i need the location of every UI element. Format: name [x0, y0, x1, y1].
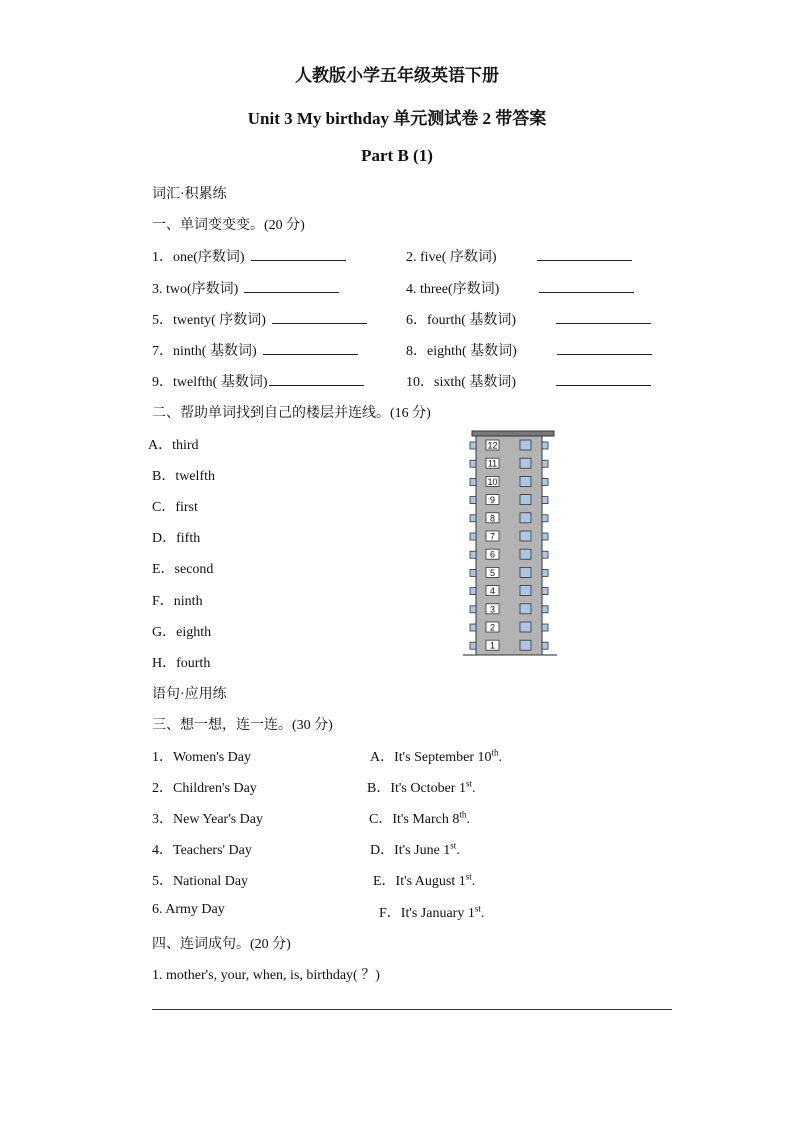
balcony-right [542, 515, 548, 522]
floor-number-label: 8 [489, 513, 496, 524]
question-4-heading: 四、连词成句。(20 分) [152, 937, 291, 952]
q3-holiday-2[interactable]: 2．Children's Day [152, 781, 257, 796]
q1-item-2: 2. five( 序数词) [406, 246, 632, 266]
balcony-left [470, 624, 476, 631]
balcony-right [542, 606, 548, 613]
balcony-left [470, 460, 476, 467]
balcony-right [542, 497, 548, 504]
window [520, 622, 531, 632]
balcony-left [470, 497, 476, 504]
q2-word-c[interactable]: C．first [152, 500, 198, 515]
answer-blank[interactable] [269, 373, 364, 386]
q2-word-g[interactable]: G．eighth [152, 625, 212, 640]
answer-blank[interactable] [272, 311, 367, 324]
q1-item-7: 7．ninth( 基数词) [152, 340, 358, 360]
q3-date-a[interactable]: A．It's September 10th. [370, 747, 503, 765]
q3-date-d[interactable]: D．It's June 1st. [370, 840, 460, 858]
floor-number-label: 2 [489, 622, 496, 633]
section-label-vocabulary: 词汇·积累练 [152, 187, 227, 202]
q3-date-e[interactable]: E．It's August 1st. [373, 871, 476, 889]
window [520, 476, 531, 486]
q1-item-8: 8．eighth( 基数词) [406, 340, 652, 360]
balcony-left [470, 515, 476, 522]
q3-date-c[interactable]: C．It's March 8th. [369, 809, 470, 827]
answer-blank[interactable] [556, 373, 651, 386]
balcony-left [470, 442, 476, 449]
balcony-left [470, 478, 476, 485]
window [520, 604, 531, 614]
doc-part-title: Part B (1) [361, 146, 433, 165]
window [520, 586, 531, 596]
answer-blank[interactable] [251, 248, 346, 261]
answer-blank[interactable] [537, 248, 632, 261]
floor-number-label: 10 [487, 476, 498, 487]
q1-item-9: 9．twelfth( 基数词) [152, 371, 364, 391]
floor-number-label: 3 [489, 604, 496, 615]
answer-blank[interactable] [539, 280, 634, 293]
q2-word-h[interactable]: H．fourth [152, 656, 211, 671]
balcony-right [542, 478, 548, 485]
q2-word-f[interactable]: F．ninth [152, 594, 203, 609]
q3-date-b[interactable]: B．It's October 1st. [367, 778, 476, 796]
floor-number-label: 4 [489, 586, 496, 597]
answer-blank[interactable] [244, 280, 339, 293]
balcony-left [470, 551, 476, 558]
q3-date-f[interactable]: F．It's January 1st. [379, 903, 485, 921]
answer-blank[interactable] [556, 311, 651, 324]
window [520, 531, 531, 541]
balcony-right [542, 624, 548, 631]
building-illustration [460, 428, 560, 660]
balcony-left [470, 569, 476, 576]
balcony-right [542, 569, 548, 576]
q2-word-e[interactable]: E．second [152, 562, 214, 577]
q1-item-6: 6．fourth( 基数词) [406, 309, 651, 329]
doc-subtitle: Unit 3 My birthday 单元测试卷 2 带答案 [247, 109, 547, 128]
q3-holiday-1[interactable]: 1．Women's Day [152, 750, 251, 765]
window [520, 567, 531, 577]
balcony-right [542, 551, 548, 558]
balcony-right [542, 642, 548, 649]
q1-item-3: 3. two(序数词) [152, 278, 339, 298]
building-roof [472, 431, 554, 436]
question-2-heading: 二、帮助单词找到自己的楼层并连线。(16 分) [152, 406, 431, 421]
question-1-heading: 一、单词变变变。(20 分) [152, 218, 305, 233]
floor-number-label: 6 [489, 549, 496, 560]
balcony-left [470, 588, 476, 595]
answer-blank[interactable] [557, 342, 652, 355]
answer-line[interactable] [152, 1009, 672, 1010]
balcony-right [542, 588, 548, 595]
window [520, 495, 531, 505]
q3-holiday-6[interactable]: 6. Army Day [152, 902, 225, 917]
window [520, 549, 531, 559]
answer-blank[interactable] [263, 342, 358, 355]
q2-word-d[interactable]: D．fifth [152, 531, 201, 546]
floor-number-label: 12 [487, 440, 498, 451]
floor-number-label: 5 [489, 567, 496, 578]
balcony-right [542, 442, 548, 449]
floor-number-label: 1 [489, 640, 496, 651]
window [520, 640, 531, 650]
q3-holiday-3[interactable]: 3．New Year's Day [152, 812, 264, 827]
q2-word-b[interactable]: B．twelfth [152, 469, 215, 484]
doc-title: 人教版小学五年级英语下册 [295, 66, 499, 85]
balcony-left [470, 533, 476, 540]
q2-word-a[interactable]: A．third [148, 438, 199, 453]
building-group [463, 431, 557, 655]
window [520, 458, 531, 468]
q1-item-10: 10．sixth( 基数词) [406, 371, 651, 391]
balcony-left [470, 642, 476, 649]
window [520, 440, 531, 450]
floor-number-label: 7 [489, 531, 496, 542]
window [520, 513, 531, 523]
q1-item-5: 5．twenty( 序数词) [152, 309, 367, 329]
q3-holiday-5[interactable]: 5．National Day [152, 874, 249, 889]
section-label-sentences: 语句·应用练 [152, 687, 227, 702]
floor-number-label: 11 [487, 458, 498, 469]
q1-item-1: 1．one(序数词) [152, 246, 346, 266]
balcony-right [542, 533, 548, 540]
q4-item-1: 1. mother's, your, when, is, birthday( ？) [152, 968, 380, 983]
q3-holiday-4[interactable]: 4．Teachers' Day [152, 843, 252, 858]
floor-number-label: 9 [489, 495, 496, 506]
balcony-right [542, 460, 548, 467]
q1-item-4: 4. three(序数词) [406, 278, 634, 298]
balcony-left [470, 606, 476, 613]
question-3-heading: 三、想一想，连一连。(30 分) [152, 718, 333, 733]
